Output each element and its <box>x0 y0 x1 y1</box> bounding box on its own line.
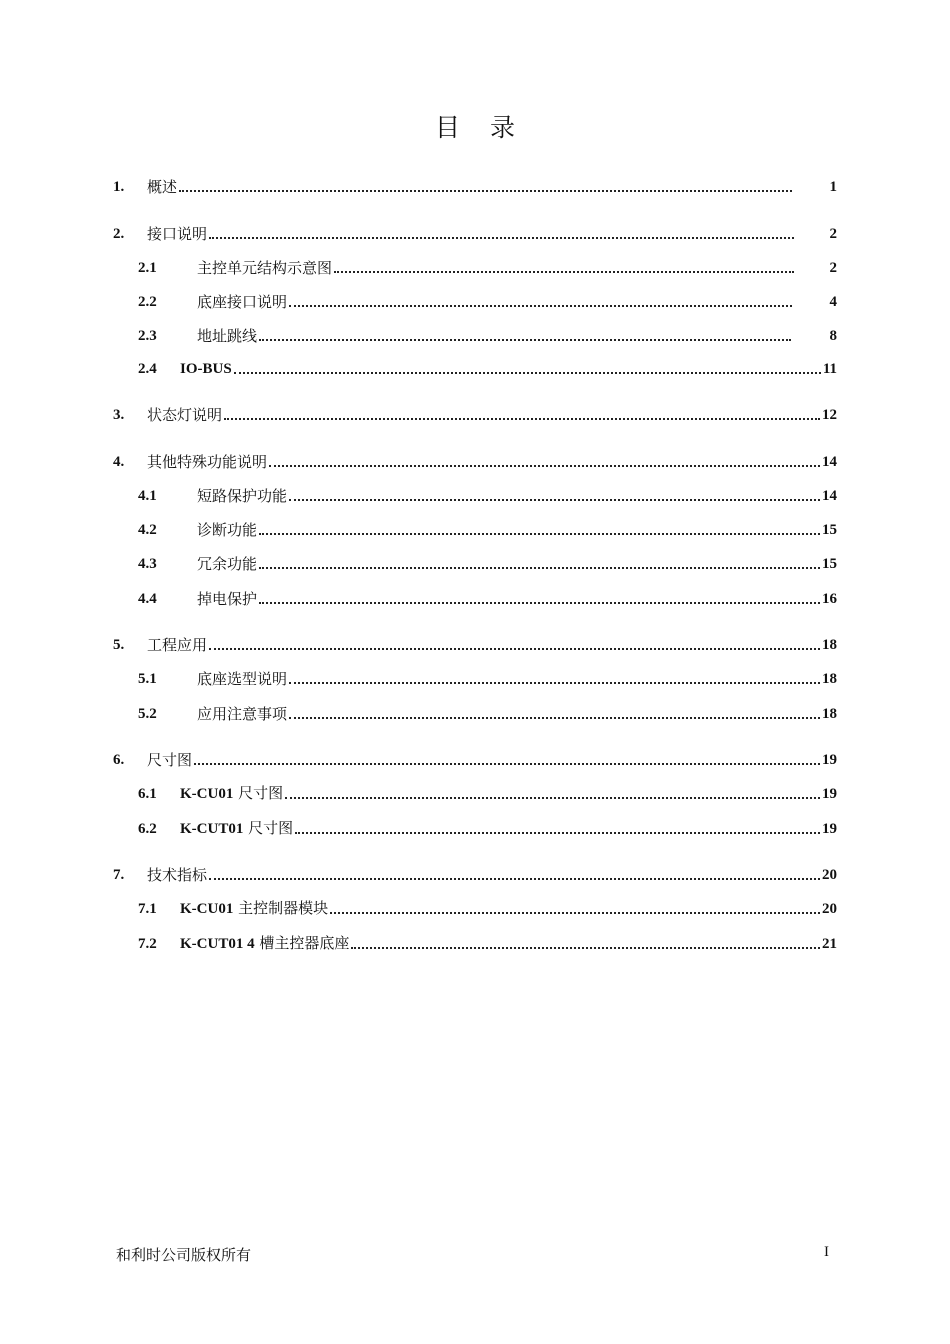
toc-entry-page: 15 <box>822 522 837 538</box>
toc-entry[interactable] <box>113 400 837 424</box>
toc-entry-title: 状态灯说明 <box>147 406 223 424</box>
toc-entry-title: 主控单元结构示意图 <box>197 259 333 277</box>
toc-entry-title: 底座接口说明 <box>197 293 288 311</box>
toc-entry-title: 尺寸图 <box>147 751 193 769</box>
toc-entry-title: 其他特殊功能说明 <box>147 453 268 471</box>
toc-entry-number: 7.1 <box>138 901 157 917</box>
toc-entry-title: 接口说明 <box>147 225 208 243</box>
toc-entry-page: 18 <box>822 637 837 653</box>
toc-entry[interactable] <box>113 447 837 471</box>
toc-entry-title: 地址跳线 <box>197 327 258 345</box>
toc-entry[interactable] <box>138 929 837 953</box>
toc-entry-number: 4.4 <box>138 591 157 607</box>
toc-leader-dots <box>259 602 820 604</box>
toc-entry-page: 18 <box>822 706 837 722</box>
toc-entry-number: 6. <box>113 752 125 768</box>
toc-entry-page: 2 <box>829 260 837 276</box>
toc-entry-title: 概述 <box>147 178 178 196</box>
toc-entry-number: 6.2 <box>138 821 157 837</box>
toc-leader-dots <box>234 372 821 374</box>
toc-entry-number: 7. <box>113 867 125 883</box>
toc-entry[interactable] <box>138 287 837 311</box>
toc-entry-number: 2. <box>113 226 125 242</box>
toc-entry[interactable] <box>138 894 837 918</box>
toc-entry-title: 冗余功能 <box>197 555 258 573</box>
toc-entry-page: 16 <box>822 591 837 607</box>
toc-entry-title: 应用注意事项 <box>197 705 288 723</box>
toc-entry-title: 短路保护功能 <box>197 487 288 505</box>
toc-entry-number: 2.4 <box>138 361 157 377</box>
toc-leader-dots <box>334 271 793 273</box>
toc-entry[interactable] <box>138 664 837 688</box>
toc-leader-dots <box>289 717 820 719</box>
toc-leader-dots <box>351 947 820 949</box>
toc-entry-title: K-CU01 主控制器模块 <box>180 899 329 917</box>
toc-entry-page: 19 <box>822 786 837 802</box>
toc-entry-number: 2.1 <box>138 260 157 276</box>
toc-leader-dots <box>209 237 793 239</box>
toc-entry[interactable] <box>138 699 837 723</box>
toc-entry-number: 4.1 <box>138 488 157 504</box>
toc-leader-dots <box>209 648 820 650</box>
toc-entry-page: 4 <box>829 294 837 310</box>
toc-entry[interactable] <box>138 584 837 608</box>
toc-entry[interactable] <box>138 321 837 345</box>
toc-entry-number: 5.2 <box>138 706 157 722</box>
toc-entry-title: K-CUT01 4 槽主控器底座 <box>180 934 350 952</box>
toc-entry-page: 1 <box>829 179 837 195</box>
toc-entry-number: 4.2 <box>138 522 157 538</box>
toc-entry-page: 11 <box>822 361 837 377</box>
toc-leader-dots <box>289 499 820 501</box>
toc-entry-page: 21 <box>822 936 837 952</box>
toc-entry-number: 2.3 <box>138 328 157 344</box>
toc-entry[interactable] <box>113 860 837 884</box>
toc-entry-number: 2.2 <box>138 294 157 310</box>
toc-leader-dots <box>289 682 820 684</box>
toc-entry-number: 7.2 <box>138 936 157 952</box>
toc-leader-dots <box>209 878 820 880</box>
toc-entry-page: 20 <box>822 901 837 917</box>
toc-entry-number: 5.1 <box>138 671 157 687</box>
toc-entry-page: 19 <box>822 752 837 768</box>
toc-entry[interactable] <box>138 814 837 838</box>
toc-leader-dots <box>269 465 820 467</box>
toc-entry-page: 8 <box>829 328 837 344</box>
toc-entry-number: 6.1 <box>138 786 157 802</box>
toc-entry-page: 18 <box>822 671 837 687</box>
toc-entry-number: 5. <box>113 637 125 653</box>
toc-entry-page: 2 <box>829 226 837 242</box>
toc-entry-title: K-CU01 尺寸图 <box>180 784 284 802</box>
toc-entry[interactable] <box>138 354 837 378</box>
toc-leader-dots <box>224 418 820 420</box>
toc-entry[interactable] <box>138 549 837 573</box>
toc-entry[interactable] <box>113 172 837 196</box>
toc-leader-dots <box>330 912 820 914</box>
toc-entry-title: 底座选型说明 <box>197 670 288 688</box>
toc-leader-dots <box>259 533 820 535</box>
title-char-2: 录 <box>490 113 516 142</box>
toc-entry-title: K-CUT01 尺寸图 <box>180 819 294 837</box>
toc-entry[interactable] <box>113 745 837 769</box>
toc-leader-dots <box>259 567 820 569</box>
toc-leader-dots <box>289 305 791 307</box>
toc-entry-page: 15 <box>822 556 837 572</box>
page-title <box>0 108 950 144</box>
toc-entry-page: 12 <box>822 407 837 423</box>
toc-entry-title: 技术指标 <box>147 866 208 884</box>
toc-entry-number: 3. <box>113 407 125 423</box>
toc-entry-title: 工程应用 <box>147 636 208 654</box>
toc-entry[interactable] <box>113 630 837 654</box>
toc-entry-number: 4. <box>113 454 125 470</box>
toc-entry-title: 掉电保护 <box>197 590 258 608</box>
toc-entry[interactable] <box>138 515 837 539</box>
toc-leader-dots <box>194 763 820 765</box>
toc-entry-page: 14 <box>822 454 837 470</box>
toc-entry-page: 19 <box>822 821 837 837</box>
toc-leader-dots <box>295 832 820 834</box>
toc-entry-page: 20 <box>822 867 837 883</box>
footer-copyright: 和利时公司版权所有 <box>116 1246 252 1264</box>
toc-entry[interactable] <box>138 779 837 803</box>
toc-entry-page: 14 <box>822 488 837 504</box>
toc-entry[interactable] <box>138 253 837 277</box>
toc-entry-title: IO-BUS <box>180 361 232 377</box>
toc-entry-title: 诊断功能 <box>197 521 258 539</box>
toc-entry-number: 1. <box>113 179 125 195</box>
toc-entry[interactable] <box>138 481 837 505</box>
toc-entry-number: 4.3 <box>138 556 157 572</box>
title-char-1: 目 <box>434 113 460 142</box>
toc-leader-dots <box>285 797 820 799</box>
toc-leader-dots <box>259 339 790 341</box>
footer-page-number: I <box>824 1244 829 1260</box>
toc-leader-dots <box>179 190 791 192</box>
toc-entry[interactable] <box>113 219 837 243</box>
